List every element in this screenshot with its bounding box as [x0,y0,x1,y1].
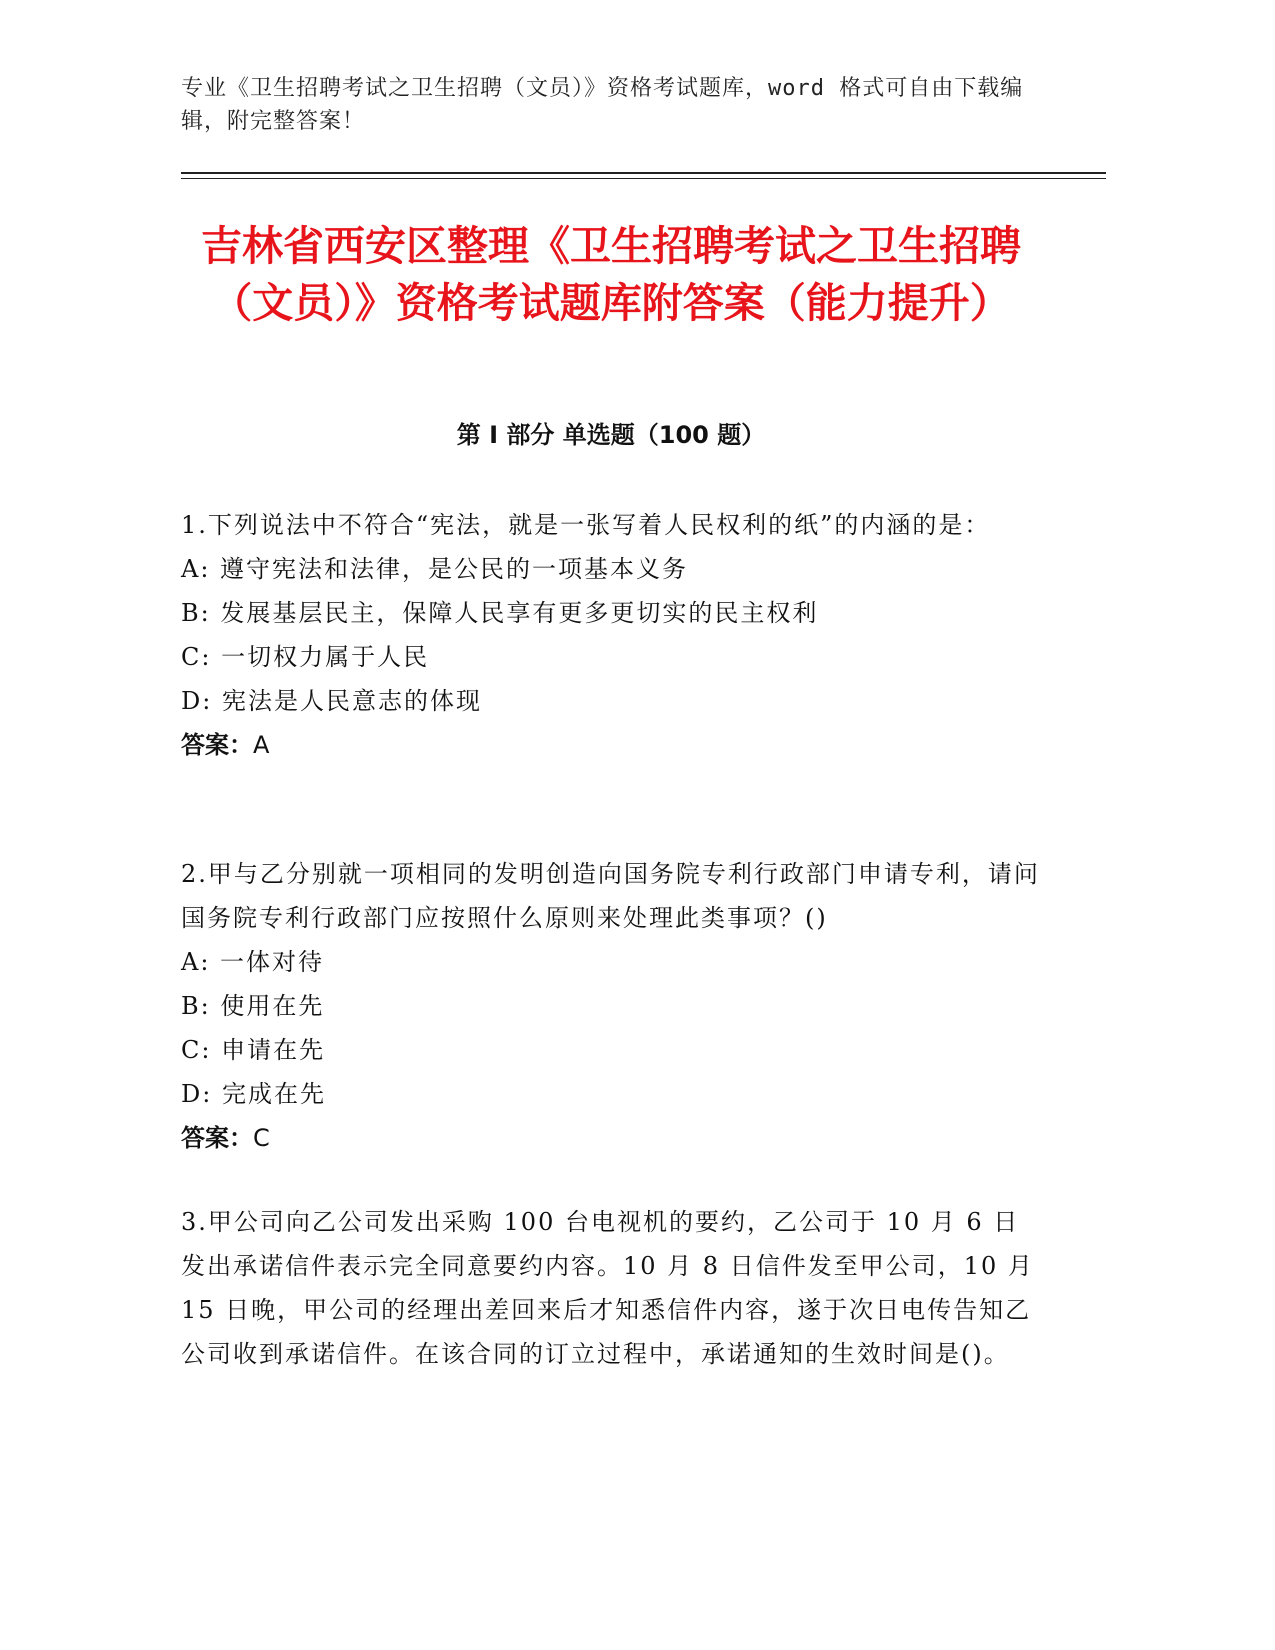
question-stem: 1.下列说法中不符合“宪法，就是一张写着人民权利的纸”的内涵的是： [181,511,991,539]
option-d: D: 宪法是人民意志的体现 [181,687,482,715]
question-3 [181,1200,1041,1376]
header-rule-thin [181,178,1106,179]
option-d: D: 完成在先 [181,1080,326,1108]
answer-line [181,1116,1041,1160]
document-title: 吉林省西安区整理《卫生招聘考试之卫生招聘（文员）》资格考试题库附答案（能力提升） [201,222,1021,327]
question-stem: 3.甲公司向乙公司发出采购 100 台电视机的要约，乙公司于 10 月 6 日发出承诺信件表示完全同意要约内容。10 月 8 日信件发至甲公司，10 月 15 日晚，甲公司的经理出差回来后才知悉信件内容，遂于次日电传告知乙公司收到承诺信件。在该合同的订立过程中，承诺通知的生效时间是()。 [181,1208,1034,1368]
header-rule-thick [181,172,1106,174]
option-a: A: 一体对待 [181,948,325,976]
answer-value: A [253,731,270,759]
section-title: 第 I 部分 单选题（100 题） [456,421,766,449]
question-1 [181,503,1041,767]
option-c: C: 申请在先 [181,1036,326,1064]
answer-value: C [253,1124,270,1152]
question-stem: 2.甲与乙分别就一项相同的发明创造向国务院专利行政部门申请专利，请问国务院专利行政部门应按照什么原则来处理此类事项？() [181,860,1040,932]
answer-label: 答案： [181,1124,253,1152]
option-c: C: 一切权力属于人民 [181,643,430,671]
question-2 [181,852,1041,1160]
answer-label: 答案： [181,731,253,759]
answer-line [181,723,1041,767]
option-b: B: 使用在先 [181,992,325,1020]
header-note: 专业《卫生招聘考试之卫生招聘（文员）》资格考试题库，word 格式可自由下载编辑，附完整答案！ [181,76,1024,134]
option-a: A: 遵守宪法和法律，是公民的一项基本义务 [181,555,689,583]
option-b: B: 发展基层民主，保障人民享有更多更切实的民主权利 [181,599,819,627]
